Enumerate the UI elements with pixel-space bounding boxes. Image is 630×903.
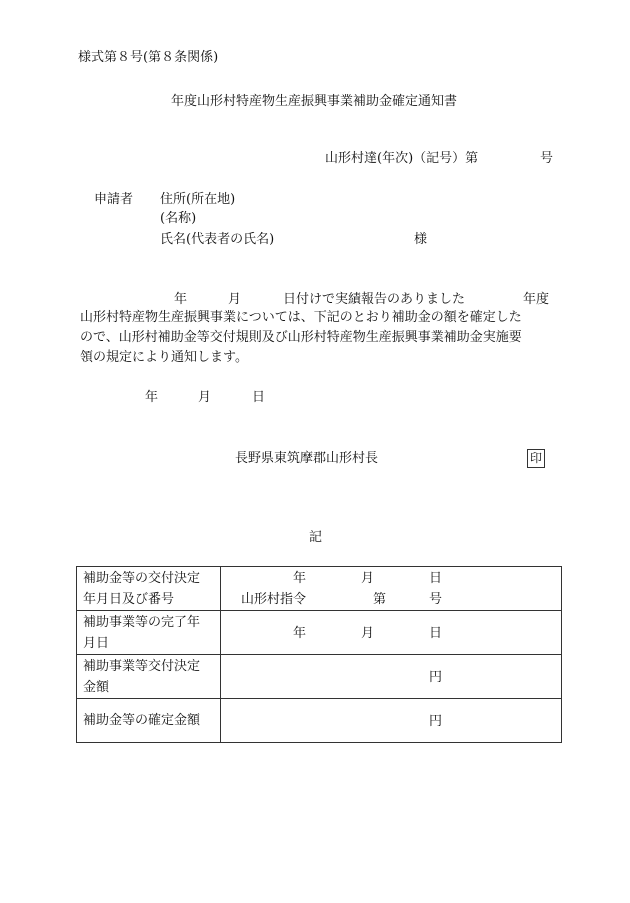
completion-year: 年 (293, 626, 307, 641)
date-month: 月 (198, 390, 212, 405)
body-line4: 領の規定により通知します。 (80, 350, 248, 365)
body-fiscal-year: 年度 (523, 292, 550, 307)
row-label-line1: 補助金等の交付決定 (83, 570, 201, 586)
completion-month: 月 (361, 626, 375, 641)
seal-mark: 印 (527, 449, 545, 468)
row-value (221, 655, 562, 699)
table-row (77, 655, 562, 699)
table-row (77, 611, 562, 655)
row-label (77, 655, 221, 699)
doc-ref-prefix: 山形村達(年次)（記号）第 (325, 151, 479, 166)
row-label-line1: 補助事業等の完了年 (83, 614, 201, 630)
body-month: 月 (228, 292, 242, 307)
body-line3: ので、山形村補助金等交付規則及び山形村特産物生産振興事業補助金実施要 (80, 330, 522, 345)
table-row (77, 567, 562, 611)
directive-no-prefix: 第 (373, 592, 387, 607)
row-label (77, 567, 221, 611)
decision-day: 日 (429, 571, 443, 586)
row-value (221, 567, 562, 611)
row-label-line2: 月日 (83, 635, 110, 651)
row-label (77, 611, 221, 655)
table-row (77, 699, 562, 743)
applicant-address: 住所(所在地) (160, 192, 236, 207)
applicant-label: 申請者 (94, 192, 134, 207)
completion-day: 日 (429, 626, 443, 641)
body-line2: 山形村特産物生産振興事業については、下記のとおり補助金の額を確定した (80, 310, 522, 325)
date-day: 日 (252, 390, 266, 405)
row-label-line1: 補助金等の確定金額 (83, 713, 201, 728)
date-year: 年 (145, 390, 159, 405)
issuer-name: 長野県東筑摩郡山形村長 (235, 451, 379, 466)
confirmed-amount-yen: 円 (429, 714, 443, 729)
doc-ref-suffix: 号 (540, 151, 554, 166)
decision-month: 月 (361, 571, 375, 586)
form-number: 様式第８号(第８条関係) (78, 50, 219, 65)
directive-no-suffix: 号 (429, 592, 443, 607)
row-label-line1: 補助事業等交付決定 (83, 658, 201, 674)
document-title: 年度山形村特産物生産振興事業補助金確定通知書 (171, 94, 458, 109)
applicant-representative: 氏名(代表者の氏名) (160, 232, 275, 247)
row-label (77, 699, 221, 743)
body-year: 年 (174, 292, 188, 307)
record-table (76, 566, 562, 743)
row-value (221, 699, 562, 743)
row-label-line2: 年月日及び番号 (83, 591, 175, 607)
directive-label: 山形村指令 (241, 592, 307, 607)
record-heading: 記 (309, 530, 323, 545)
applicant-honorific: 様 (414, 232, 428, 247)
decision-year: 年 (293, 571, 307, 586)
body-line1-text: 日付けで実績報告のありました (283, 292, 466, 307)
decision-amount-yen: 円 (429, 670, 443, 685)
applicant-name: (名称) (160, 211, 197, 226)
row-label-line2: 金額 (83, 679, 110, 695)
row-value (221, 611, 562, 655)
